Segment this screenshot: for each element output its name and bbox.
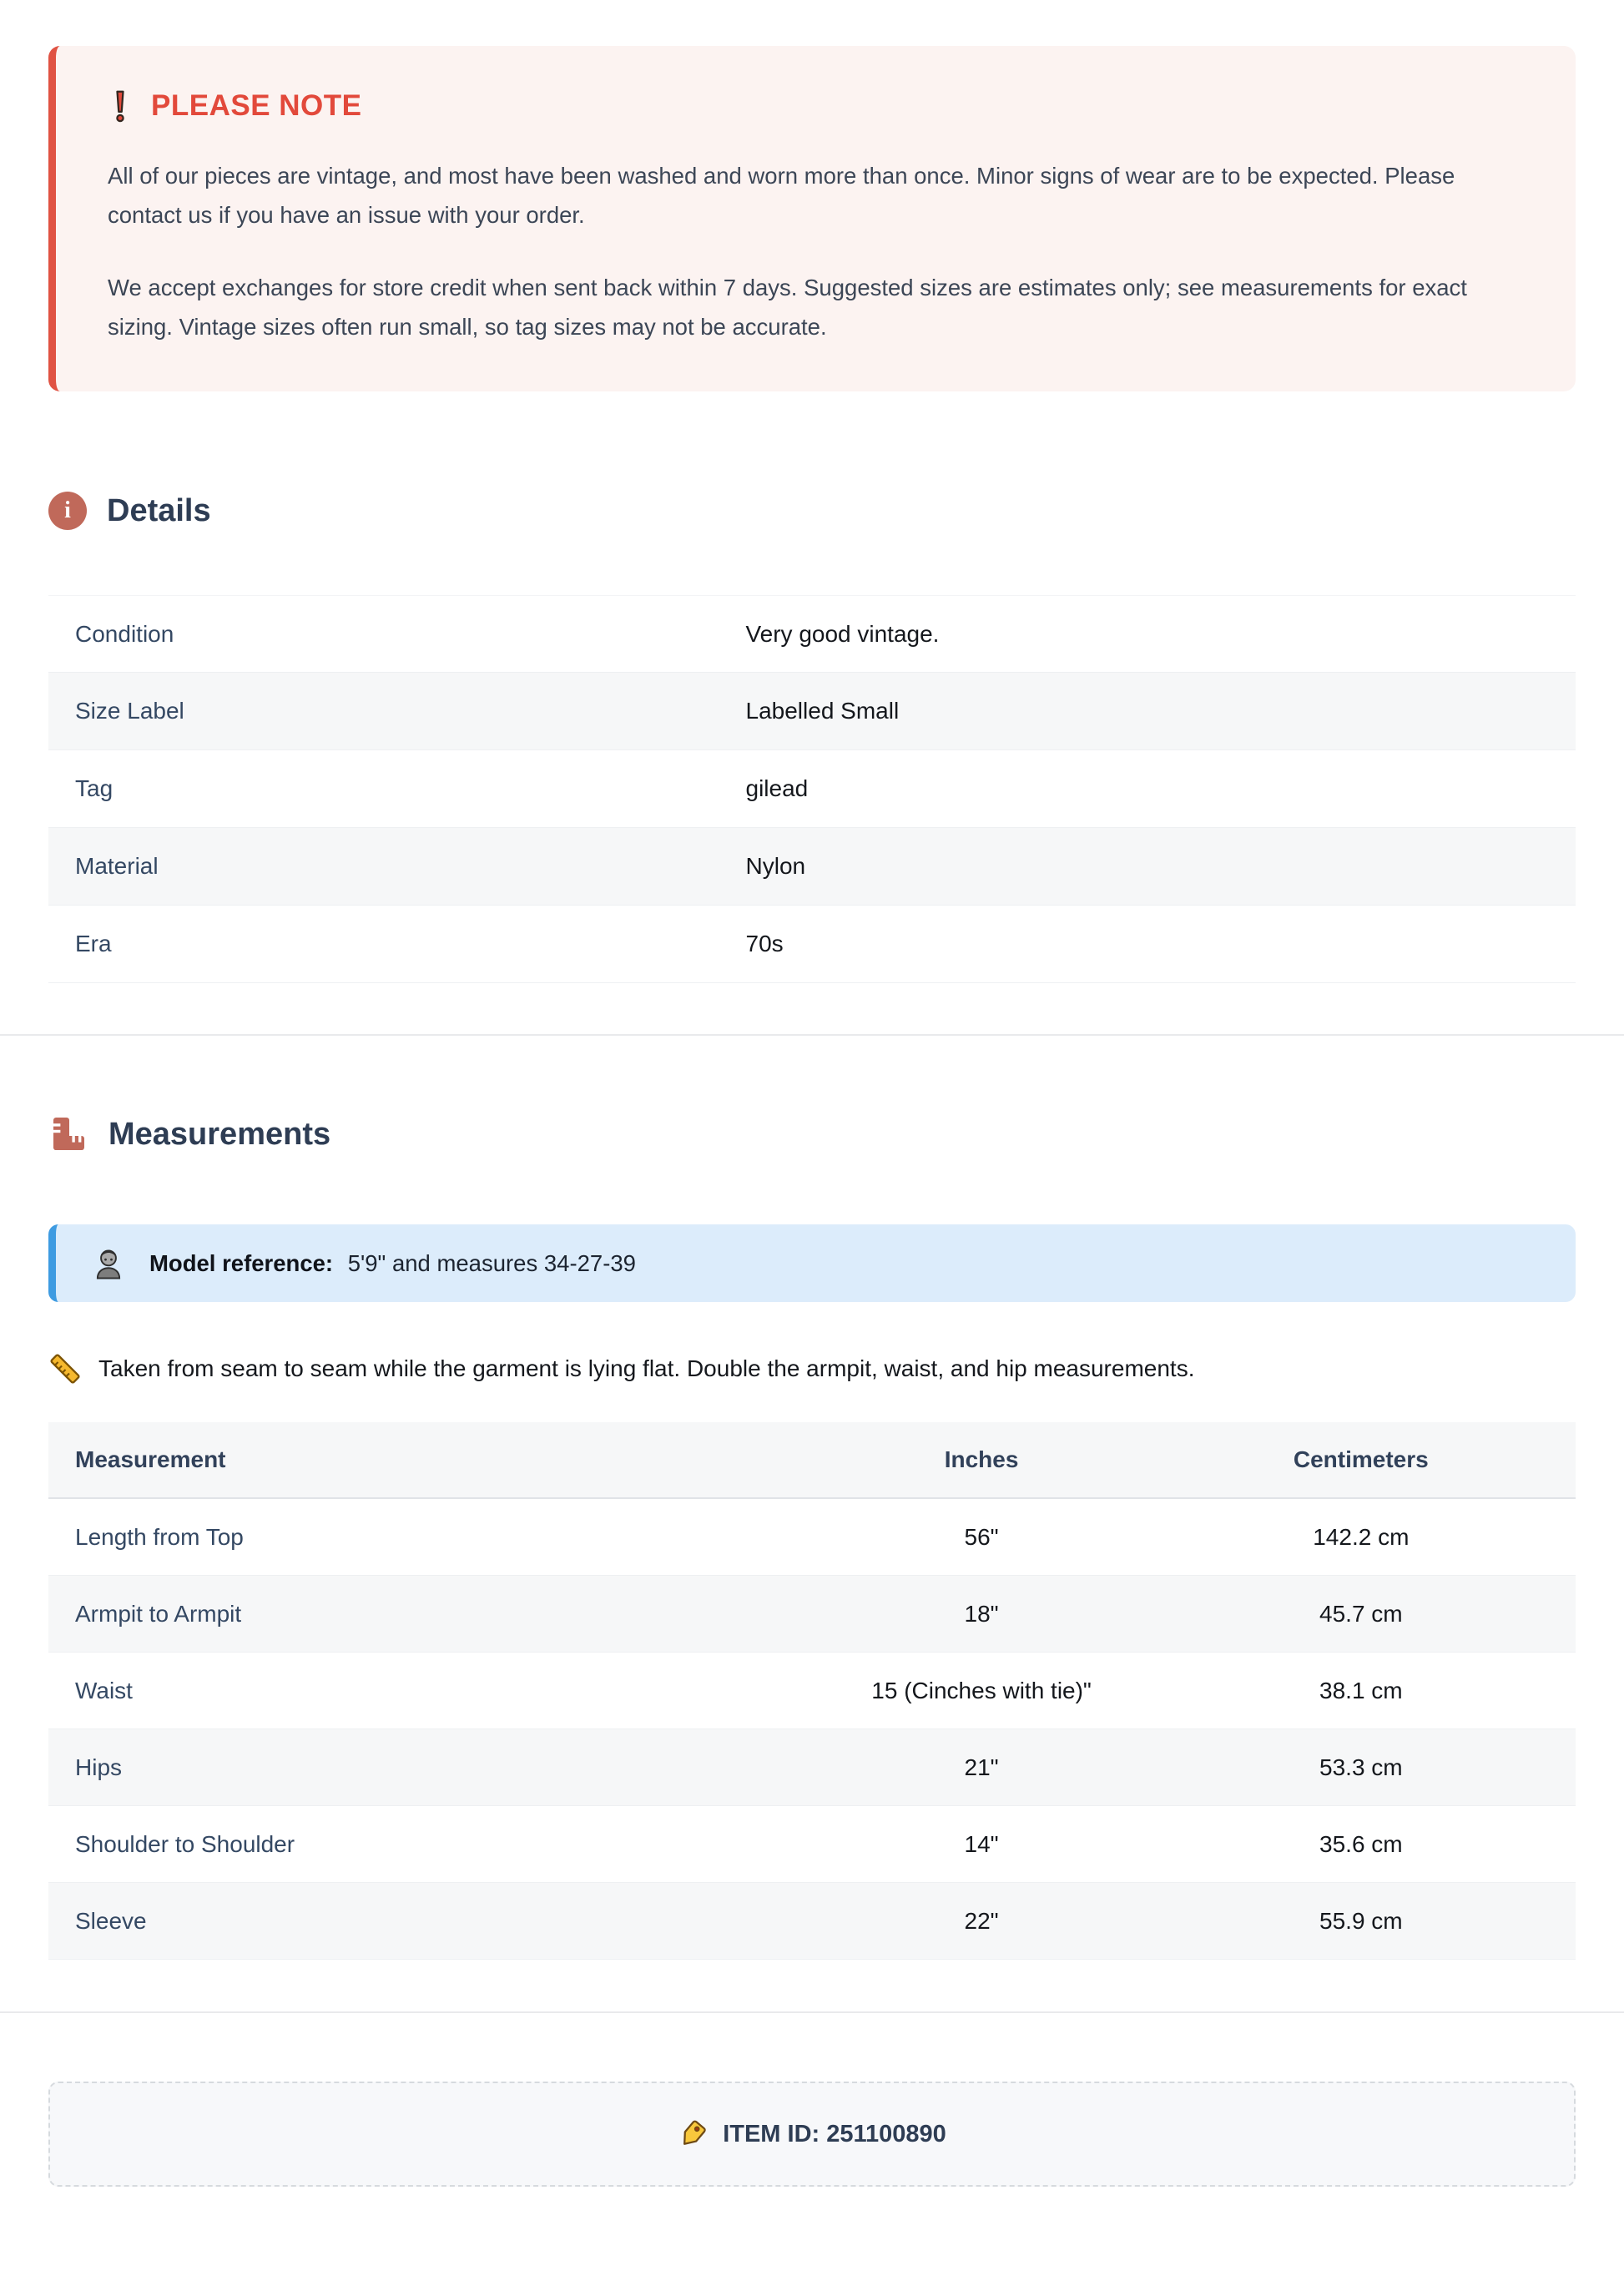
model-reference-text xyxy=(149,1250,636,1277)
details-table xyxy=(48,595,1576,983)
note-paragraph-1: All of our pieces are vintage, and most have been washed and worn more than once. Minor signs of wear are to be expected. Please contact us if you have an issue with your order. xyxy=(108,163,1455,228)
measurements-title: Measurements xyxy=(108,1116,331,1152)
item-id-box xyxy=(48,2082,1576,2187)
note-paragraph-2: We accept exchanges for store credit when sent back within 7 days. Suggested sizes are estimates only; see measurements for exact sizing. Vintage sizes often run small, so tag sizes may not be accurate. xyxy=(108,275,1467,340)
measurement-row xyxy=(48,1576,1576,1653)
section-divider xyxy=(0,1034,1624,1036)
person-icon xyxy=(91,1246,126,1281)
model-reference-label: Model reference: xyxy=(149,1249,334,1276)
measurements-table xyxy=(48,1422,1576,1960)
info-icon: i xyxy=(48,492,87,530)
measurement-row xyxy=(48,1883,1576,1960)
note-title: PLEASE NOTE xyxy=(151,89,362,122)
measurement-centimeters: 55.9 cm xyxy=(1319,1907,1403,1934)
please-note-callout xyxy=(48,46,1576,391)
measurement-centimeters: 38.1 cm xyxy=(1319,1677,1403,1703)
details-row xyxy=(48,673,1576,750)
exclamation-icon xyxy=(108,89,133,123)
detail-label: Tag xyxy=(75,775,113,801)
details-heading xyxy=(48,492,1576,530)
measurement-centimeters: 35.6 cm xyxy=(1319,1830,1403,1857)
note-title-row xyxy=(108,89,1524,123)
measurement-inches: 21" xyxy=(964,1754,999,1780)
section-divider xyxy=(0,2011,1624,2013)
model-reference-callout xyxy=(48,1224,1576,1302)
measurement-label: Shoulder to Shoulder xyxy=(75,1830,295,1857)
measurement-centimeters: 53.3 cm xyxy=(1319,1754,1403,1780)
details-row xyxy=(48,828,1576,906)
detail-value: gilead xyxy=(745,775,809,801)
measurement-label: Armpit to Armpit xyxy=(75,1600,242,1627)
header-measurement: Measurement xyxy=(75,1446,226,1472)
item-id-text: ITEM ID: 251100890 xyxy=(723,2120,946,2147)
measurements-table-header xyxy=(48,1422,1576,1499)
measurement-inches: 14" xyxy=(964,1830,999,1857)
header-centimeters: Centimeters xyxy=(1293,1446,1429,1472)
ruler-icon xyxy=(48,1352,82,1385)
detail-value: Nylon xyxy=(745,853,806,879)
measurement-inches: 18" xyxy=(964,1600,999,1627)
detail-label: Size Label xyxy=(75,698,184,724)
measurements-heading xyxy=(48,1114,1576,1154)
details-title: Details xyxy=(107,492,211,528)
measurement-inches: 56" xyxy=(964,1523,999,1550)
measurement-inches: 22" xyxy=(964,1907,999,1934)
measurement-row xyxy=(48,1499,1576,1576)
detail-label: Condition xyxy=(75,620,174,647)
detail-value: Labelled Small xyxy=(745,698,900,724)
measuring-note xyxy=(48,1352,1576,1385)
detail-label: Era xyxy=(75,931,112,956)
measurement-row xyxy=(48,1653,1576,1729)
details-row xyxy=(48,906,1576,983)
details-row xyxy=(48,595,1576,673)
measurement-label: Waist xyxy=(75,1677,133,1703)
detail-label: Material xyxy=(75,853,159,879)
measurement-label: Sleeve xyxy=(75,1907,147,1934)
top-section xyxy=(0,46,1624,983)
measurement-row xyxy=(48,1806,1576,1883)
measurement-centimeters: 45.7 cm xyxy=(1319,1600,1403,1627)
footer-section xyxy=(0,2082,1624,2187)
tag-icon xyxy=(678,2119,708,2149)
detail-value: 70s xyxy=(745,931,784,956)
measurements-section xyxy=(0,1114,1624,1960)
model-reference-value: 5'9" and measures 34-27-39 xyxy=(347,1249,636,1276)
measurement-label: Length from Top xyxy=(75,1523,244,1550)
ruler-combined-icon xyxy=(48,1114,88,1154)
measurement-centimeters: 142.2 cm xyxy=(1313,1523,1410,1550)
measuring-note-text: Taken from seam to seam while the garment is lying flat. Double the armpit, waist, and hip measurements. xyxy=(98,1355,1195,1381)
details-row xyxy=(48,750,1576,828)
measurement-label: Hips xyxy=(75,1754,123,1780)
measurement-inches: 15 (Cinches with tie)" xyxy=(871,1677,1092,1703)
header-inches: Inches xyxy=(944,1446,1019,1472)
detail-value: Very good vintage. xyxy=(745,620,940,647)
measurement-row xyxy=(48,1729,1576,1806)
